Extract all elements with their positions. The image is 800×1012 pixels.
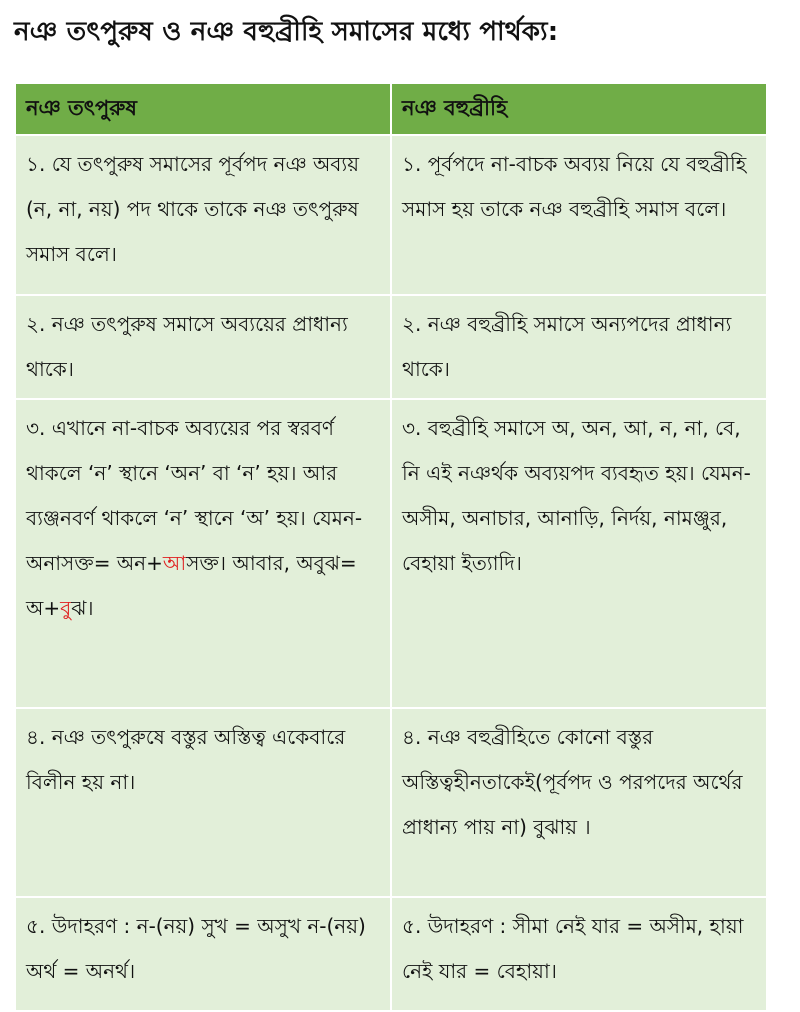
table-row [15, 135, 767, 295]
highlighted-letter: আ [162, 551, 187, 575]
table-cell-tatpurush: ৫. উদাহরণ : ন-(নয়) সুখ = অসুখ ন-(নয়) অর্থ = অনর্থ। [15, 897, 391, 1011]
table-cell-tatpurush [15, 399, 391, 708]
table-cell-bahubrihi: ৩. বহুব্রীহি সমাসে অ, অন, আ, ন, না, বে, নি এই নঞর্থক অব্যয়পদ ব্যবহৃত হয়। যেমন- অসীম, অনাচার, আনাড়ি, নির্দয়, নামঞ্জুর, বেহায়া ইত্যাদি। [391, 399, 767, 708]
cell-text-segment: ঝ। [71, 596, 94, 620]
table-cell-bahubrihi: ২. নঞ বহুব্রীহি সমাসে অন্যপদের প্রাধান্য থাকে। [391, 295, 767, 399]
cell-text-segment: ৩. এখানে না-বাচক অব্যয়ের পর স্বরবর্ণ থাকলে ‘ন’ স্থানে ‘অন’ বা ‘ন’ হয়। আর ব্যঞ্জনবর্ণ থাকলে ‘ন’ স্থানে ‘অ’ হয়। যেমন- অনাসক্ত= অন+ [26, 416, 363, 575]
table-row [15, 295, 767, 399]
header-nanj-tatpurush: নঞ তৎপুরুষ [15, 83, 391, 135]
table-cell-bahubrihi: ৪. নঞ বহুব্রীহিতে কোনো বস্তুর অস্তিত্বহীনতাকেই(পূর্বপদ ও পরপদের অর্থের প্রাধান্য পায় না) বুঝায় । [391, 708, 767, 897]
highlighted-letter: বু [60, 596, 72, 620]
comparison-table-container [14, 82, 766, 1012]
table-row [15, 399, 767, 708]
table-cell-tatpurush: ২. নঞ তৎপুরুষ সমাসে অব্যয়ের প্রাধান্য থাকে। [15, 295, 391, 399]
header-nanj-bahubrihi: নঞ বহুব্রীহি [391, 83, 767, 135]
table-cell-tatpurush: ১. যে তৎপুরুষ সমাসের পূর্বপদ নঞ অব্যয় (ন, না, নয়) পদ থাকে তাকে নঞ তৎপুরুষ সমাস বলে। [15, 135, 391, 295]
table-cell-tatpurush: ৪. নঞ তৎপুরুষে বস্তুর অস্তিত্ব একেবারে বিলীন হয় না। [15, 708, 391, 897]
table-cell-bahubrihi: ৫. উদাহরণ : সীমা নেই যার = অসীম, হায়া নেই যার = বেহায়া। [391, 897, 767, 1011]
table-row [15, 708, 767, 897]
comparison-table [14, 82, 768, 1012]
page-title: নঞ তৎপুরুষ ও নঞ বহুব্রীহি সমাসের মধ্যে পার্থক্য: [14, 17, 559, 47]
table-row [15, 897, 767, 1011]
cell-text-segment: সক্ত। আবার, অবুঝ= অ+ [26, 551, 357, 620]
table-cell-bahubrihi: ১. পূর্বপদে না-বাচক অব্যয় নিয়ে যে বহুব্রীহি সমাস হয় তাকে নঞ বহুব্রীহি সমাস বলে। [391, 135, 767, 295]
table-header-row [15, 83, 767, 135]
